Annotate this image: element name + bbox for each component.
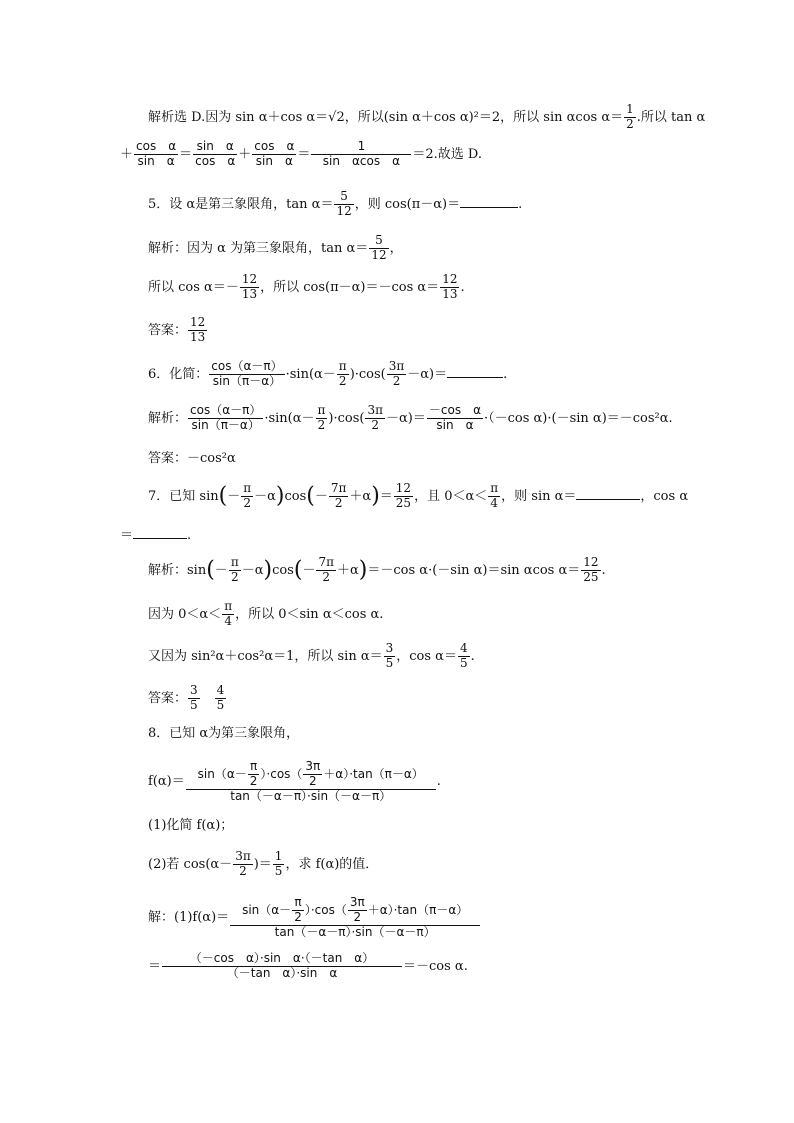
fraction: sin（α－ $\frac{\pi}{2}$ ）·cos（ $\frac{3\pi}{2}$ ＋α）·tan（π－α） tan（－α－π）·sin（－α－π） xyxy=(186,760,436,803)
equals: ＝ xyxy=(297,146,311,162)
fraction: $\frac{5}{12}$ xyxy=(336,189,352,218)
fraction: $\frac{\pi}{2}$ xyxy=(338,359,347,388)
text: ·sin(α－ xyxy=(264,410,315,426)
q7-solution-line-3 xyxy=(148,642,475,671)
fraction: $\frac{3\pi}{2}$ xyxy=(305,759,321,788)
fraction: $\frac{1}{\text{sin αcos α}}$ xyxy=(311,140,411,169)
q4-solution-line-2 xyxy=(120,140,482,169)
text: sin（α－ xyxy=(197,766,247,781)
text: － xyxy=(314,488,328,504)
fraction: $\frac{4}{5}$ xyxy=(459,641,468,670)
paren: ( xyxy=(306,483,315,509)
q8-part-2 xyxy=(148,850,378,879)
q8-solution-line-2 xyxy=(148,952,468,981)
fraction: $\frac{3\pi}{2}$ xyxy=(367,403,384,432)
text: . xyxy=(187,528,192,543)
fraction: $\frac{\text{sin α}}{\text{cos α}}$ xyxy=(195,139,236,168)
text: 解：(1)f(α)＝ xyxy=(148,910,230,926)
sqrt-2: √2 xyxy=(328,109,345,125)
q8-solution-line-1 xyxy=(148,896,481,939)
fraction: $\frac{\text{－cos α}}{\text{sin α}}$ xyxy=(428,403,481,432)
q6-answer xyxy=(148,452,236,465)
text: ＋α xyxy=(349,488,372,504)
q6-stem xyxy=(148,360,507,389)
q6-solution xyxy=(148,404,673,433)
text: －α)＝ xyxy=(386,410,426,426)
text: f(α)＝ xyxy=(148,774,185,790)
text: ·（－cos α)·(－sin α)＝－cos²α. xyxy=(483,410,673,426)
paren: ) xyxy=(371,483,380,509)
fraction: $\frac{1}{5}$ xyxy=(274,849,283,878)
fraction: $\frac{\cos(\alpha-\pi)}{\sin(\pi-\alpha)}$ xyxy=(211,359,283,388)
text: cos xyxy=(272,562,294,578)
fraction: $\frac{\text{（－cos α）·sin α·（－tan α）}}{\text{（－tan α）·sin α}}$ xyxy=(162,952,402,981)
text: ，则 sin α＝ xyxy=(501,488,577,504)
fraction: $\frac{\cos(\alpha-\pi)}{\sin(\pi-\alpha)}$ xyxy=(190,403,262,432)
fraction: $\frac{12}{13}$ xyxy=(442,272,458,301)
text: 所以 cos α＝－ xyxy=(148,279,239,295)
text: . xyxy=(436,774,441,790)
text: 解析：sin xyxy=(148,562,207,578)
q7-solution-line-1 xyxy=(148,556,606,585)
text: 解析：因为 α 为第三象限角，tan α＝ xyxy=(148,240,369,256)
text: ＋α）·tan（π－α） xyxy=(367,902,469,917)
fraction: $\frac{3\pi}{2}$ xyxy=(349,895,365,924)
equals: ＝ xyxy=(179,146,193,162)
answer-blank-sin[interactable] xyxy=(576,487,640,500)
paren: ( xyxy=(218,483,228,509)
q4-solution-line-1 xyxy=(148,103,705,132)
text: )·cos( xyxy=(328,410,365,426)
answer-blank[interactable] xyxy=(460,195,518,208)
text: 7．已知 sin xyxy=(148,488,219,504)
text: 8．已知 α为第三象限角， xyxy=(148,726,300,741)
text: ，求 f(α)的值． xyxy=(285,856,379,872)
text: － xyxy=(214,562,228,578)
paren: ) xyxy=(263,557,273,583)
text: ，所以 cos(π－α)＝－cos α＝ xyxy=(260,279,440,295)
text: (2)若 cos(α－ xyxy=(148,856,233,872)
text: ＋α）·tan（π－α） xyxy=(323,766,424,781)
q5-solution-line-1 xyxy=(148,234,403,263)
text: ，所以 0＜sin α＜cos α. xyxy=(235,606,384,622)
text: ＋α xyxy=(337,562,359,578)
fraction: $\frac{\pi}{4}$ xyxy=(490,481,499,510)
fraction: $\frac{3}{5}$ xyxy=(190,683,198,712)
fraction: $\frac{7\pi}{2}$ xyxy=(330,481,347,510)
fraction: $\frac{12}{25}$ xyxy=(583,555,599,584)
text: ，cos α xyxy=(640,488,689,504)
text: －α xyxy=(254,488,276,504)
fraction: $\frac{\pi}{2}$ xyxy=(294,895,302,924)
fraction: $\frac{\pi}{2}$ xyxy=(317,403,326,432)
fraction: $\frac{5}{12}$ xyxy=(371,233,387,262)
text: ， xyxy=(389,240,403,256)
paren: ) xyxy=(275,483,285,509)
fraction: $\frac{\pi}{2}$ xyxy=(243,481,252,510)
text: )＝ xyxy=(253,856,272,872)
fraction: $\frac{\pi}{4}$ xyxy=(224,599,233,628)
text: ＝2.故选 D. xyxy=(412,146,483,162)
fraction: $\frac{\text{cos α}}{\text{sin α}}$ xyxy=(254,139,295,168)
q5-answer xyxy=(148,316,208,345)
text: ，cos α＝ xyxy=(396,648,457,664)
fraction: $\frac{4}{5}$ xyxy=(216,683,225,712)
text: 解析选 D.因为 sin α＋cos α＝ xyxy=(148,109,329,125)
q8-stem xyxy=(148,727,299,740)
answer-label: 答案： xyxy=(148,322,188,338)
text: . xyxy=(503,366,508,382)
fraction: $\frac{\text{cos α}}{\text{sin α}}$ xyxy=(136,139,177,168)
text: ＝ xyxy=(379,488,393,504)
q7-answer xyxy=(148,684,227,713)
text: ＝ xyxy=(120,528,134,543)
text: . xyxy=(518,196,523,212)
fraction: $\frac{3}{5}$ xyxy=(385,641,394,670)
paren: ( xyxy=(293,557,303,583)
text: ＝ xyxy=(148,958,162,974)
answer-label: 答案： xyxy=(148,690,188,706)
text: . xyxy=(460,279,465,295)
q5-solution-line-2 xyxy=(148,273,465,302)
text: 又因为 sin²α＋cos²α＝1，所以 sin α＝ xyxy=(148,648,383,664)
fraction: sin（α－ $\frac{\pi}{2}$ ）·cos（ $\frac{3\pi}{2}$ ＋α）·tan（π－α） tan（－α－π）·sin（－α－π） xyxy=(230,896,480,939)
fraction: $\frac{12}{13}$ xyxy=(241,272,258,301)
fraction-one-half: $\frac{1}{2}$ xyxy=(626,102,634,131)
q8-part-1 xyxy=(148,819,233,832)
text: . xyxy=(470,648,475,664)
text: ＝－cos α. xyxy=(403,958,468,974)
text: －α)＝ xyxy=(407,366,448,382)
text: 解析： xyxy=(148,410,188,426)
q5-stem xyxy=(148,190,522,219)
plus: ＋ xyxy=(238,146,252,162)
fraction: $\frac{12}{25}$ xyxy=(395,481,412,510)
text: 5．设 α是第三象限角，tan α＝ xyxy=(148,196,334,212)
text: ，且 0＜α＜ xyxy=(414,488,488,504)
answer-blank[interactable] xyxy=(447,365,503,378)
text: ，所以(sin α＋cos α)²＝2，所以 sin αcos α＝ xyxy=(344,109,624,125)
text: 6．化简： xyxy=(148,366,209,382)
text: .所以 tan α xyxy=(636,109,706,125)
q7-stem xyxy=(148,482,688,511)
text: ，则 cos(π－α)＝ xyxy=(354,196,461,212)
fraction: $\frac{12}{13}$ xyxy=(190,315,206,344)
paren: ( xyxy=(206,557,215,583)
plus: ＋ xyxy=(120,146,134,162)
q7-stem-line-2 xyxy=(120,526,191,542)
text: －α xyxy=(241,562,264,578)
fraction: $\frac{3\pi}{2}$ xyxy=(235,849,251,878)
text: ·sin(α－ xyxy=(285,366,336,382)
text: ＝－cos α·(－sin α)＝sin αcos α＝ xyxy=(367,562,581,578)
q7-solution-line-2 xyxy=(148,600,383,629)
q8-function-definition xyxy=(148,760,441,803)
paren: ) xyxy=(358,557,368,583)
text: cos xyxy=(284,488,307,504)
text: ）·cos（ xyxy=(304,902,347,917)
text: － xyxy=(227,488,241,504)
fraction: $\frac{\pi}{2}$ xyxy=(249,759,258,788)
fraction: $\frac{\pi}{2}$ xyxy=(230,555,239,584)
text: － xyxy=(302,562,316,578)
fraction: $\frac{7\pi}{2}$ xyxy=(318,555,334,584)
text: . xyxy=(601,562,606,578)
text: ）·cos（ xyxy=(260,766,303,781)
text: 因为 0＜α＜ xyxy=(148,606,222,622)
answer-text: 答案：－cos²α xyxy=(148,451,236,466)
text: sin（α－ xyxy=(242,902,292,917)
text: )·cos( xyxy=(349,366,386,382)
answer-blank-cos[interactable] xyxy=(133,526,187,539)
text: (1)化简 f(α)； xyxy=(148,818,234,833)
fraction: $\frac{3\pi}{2}$ xyxy=(388,359,405,388)
